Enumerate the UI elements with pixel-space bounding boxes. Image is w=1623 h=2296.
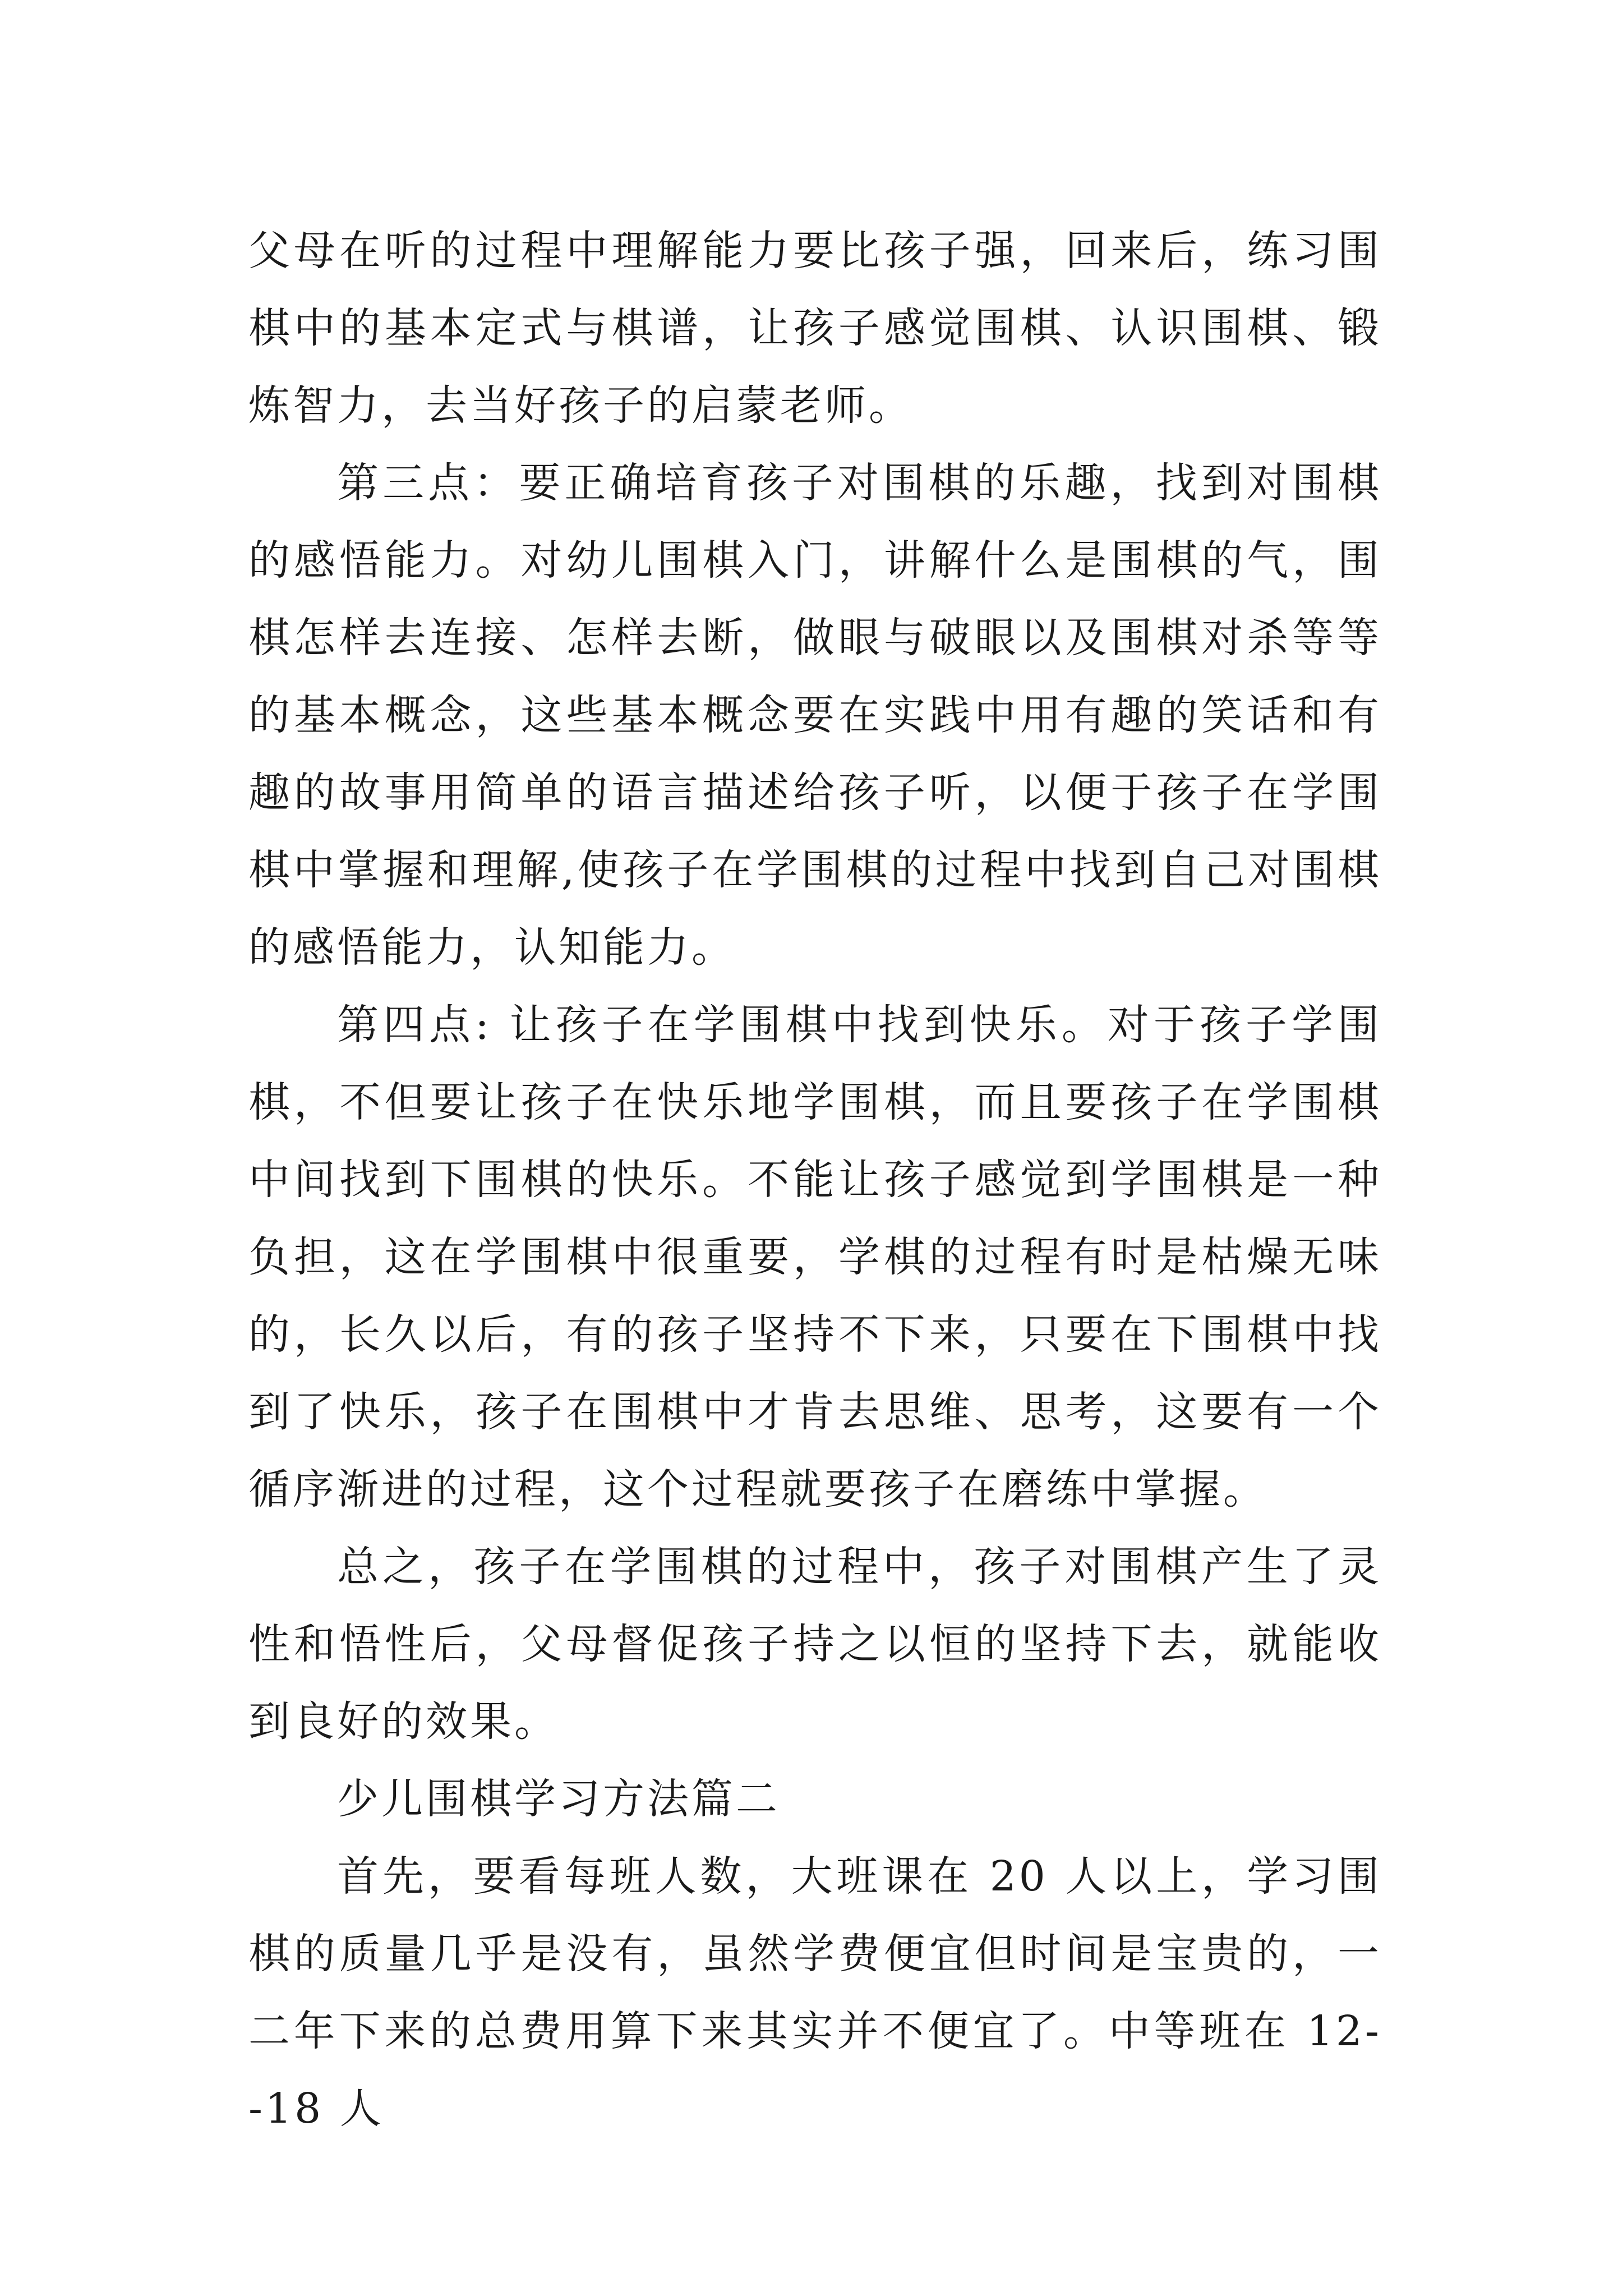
- section-heading: 少儿围棋学习方法篇二: [337, 1775, 780, 1823]
- paragraph-point-three: 第三点：要正确培育孩子对围棋的乐趣，找到对围棋的感悟能力。对幼儿围棋入门，讲解什么是围棋的气，围棋怎样去连接、怎样去断，做眼与破眼以及围棋对杀等等的基本概念，这些基本概念要在实践中用有趣的笑话和有趣的故事用简单的语言描述给孩子听，以便于孩子在学围棋中掌握和理解,使孩子在学围棋的过程中找到自己对围棋的感悟能力，认知能力。: [248, 459, 1382, 972]
- paragraph-class-size: 首先，要看每班人数，大班课在 20 人以上，学习围棋的质量几乎是没有，虽然学费便宜但时间是宝贵的，一二年下来的总费用算下来其实并不便宜了。中等班在 12--18 人: [248, 1852, 1382, 2133]
- paragraph-conclusion: 总之，孩子在学围棋的过程中，孩子对围棋产生了灵性和悟性后，父母督促孩子持之以恒的坚持下去，就能收到良好的效果。: [248, 1543, 1382, 1746]
- paragraph-point-four: 第四点: 让孩子在学围棋中找到快乐。对于孩子学围棋，不但要让孩子在快乐地学围棋，而且要孩子在学围棋中间找到下围棋的快乐。不能让孩子感觉到学围棋是一种负担，这在学围棋中很重要，学棋的过程有时是枯燥无味的，长久以后，有的孩子坚持不下来，只要在下围棋中找到了快乐，孩子在围棋中才肯去思维、思考，这要有一个循序渐进的过程，这个过程就要孩子在磨练中掌握。: [248, 1001, 1382, 1513]
- document-body: [248, 212, 1382, 2147]
- paragraph-continuation: 父母在听的过程中理解能力要比孩子强，回来后，练习围棋中的基本定式与棋谱，让孩子感觉围棋、认识围棋、锻炼智力，去当好孩子的启蒙老师。: [248, 227, 1382, 430]
